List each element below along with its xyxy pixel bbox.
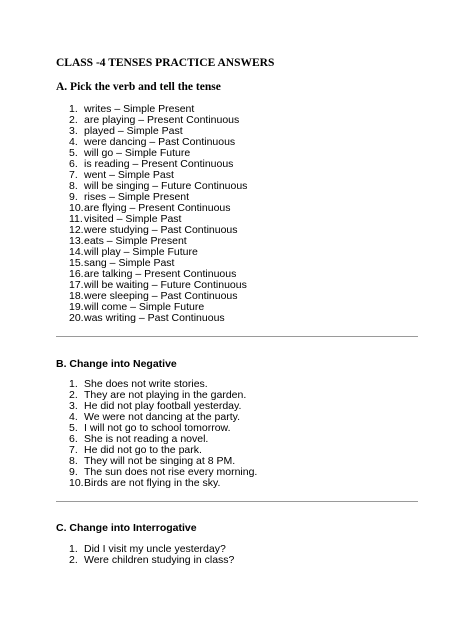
list-item-text: Did I visit my uncle yesterday?	[84, 543, 226, 555]
list-item-number: 18.	[69, 290, 84, 302]
list-item-number: 7.	[69, 444, 78, 456]
list-item-number: 4.	[69, 411, 78, 423]
list-item-text: He did not go to the park.	[84, 444, 202, 456]
section-a-heading: A. Pick the verb and tell the tense	[56, 81, 221, 93]
list-item-number: 1.	[69, 543, 78, 555]
list-item-text: will be singing – Future Continuous	[84, 180, 248, 192]
list-item-number: 6.	[69, 433, 78, 445]
document-title: CLASS -4 TENSES PRACTICE ANSWERS	[56, 57, 275, 69]
list-item-text: are playing – Present Continuous	[84, 114, 240, 126]
list-item-number: 4.	[69, 136, 78, 148]
section-b-heading: B. Change into Negative	[56, 358, 177, 370]
list-item-text: were studying – Past Continuous	[84, 224, 238, 236]
list-item-number: 2.	[69, 114, 78, 126]
section-divider	[56, 501, 418, 502]
list-item-number: 1.	[69, 103, 78, 115]
list-item-text: will be waiting – Future Continuous	[84, 279, 247, 291]
list-item-text: She does not write stories.	[84, 378, 208, 390]
list-item-text: visited – Simple Past	[84, 213, 182, 225]
list-item-text: He did not play football yesterday.	[84, 400, 242, 412]
list-item-number: 7.	[69, 169, 78, 181]
list-item-text: went – Simple Past	[84, 169, 174, 181]
list-item-text: are talking – Present Continuous	[84, 268, 237, 280]
list-item-text: eats – Simple Present	[84, 235, 187, 247]
list-item-number: 3.	[69, 125, 78, 137]
list-item-text: rises – Simple Present	[84, 191, 190, 203]
list-item-text: will play – Simple Future	[84, 246, 198, 258]
list-item-number: 12.	[69, 224, 84, 236]
list-item-text: is reading – Present Continuous	[84, 158, 234, 170]
list-item-number: 9.	[69, 466, 78, 478]
list-item-number: 11.	[69, 213, 83, 225]
list-item-text: played – Simple Past	[84, 125, 183, 137]
list-item-text: are flying – Present Continuous	[84, 202, 231, 214]
list-item-text: were sleeping – Past Continuous	[84, 290, 238, 302]
list-item-number: 9.	[69, 191, 78, 203]
list-item-number: 16.	[69, 268, 84, 280]
list-item-text: She is not reading a novel.	[84, 433, 209, 445]
list-item-text: was writing – Past Continuous	[84, 312, 225, 324]
list-item-text: writes – Simple Present	[84, 103, 195, 115]
list-item-number: 1.	[69, 378, 78, 390]
list-item-number: 19.	[69, 301, 84, 313]
list-item-text: I will not go to school tomorrow.	[84, 422, 231, 434]
section-divider	[56, 336, 418, 337]
list-item-number: 10.	[69, 477, 84, 489]
list-item-number: 2.	[69, 554, 78, 566]
list-item-text: They will not be singing at 8 PM.	[84, 455, 236, 467]
list-item-number: 10.	[69, 202, 84, 214]
list-item-text: will come – Simple Future	[84, 301, 205, 313]
list-item-number: 14.	[69, 246, 84, 258]
list-item-text: Were children studying in class?	[84, 554, 235, 566]
list-item-number: 5.	[69, 147, 78, 159]
list-item-number: 8.	[69, 180, 78, 192]
list-item-text: sang – Simple Past	[84, 257, 175, 269]
list-item-number: 2.	[69, 389, 78, 401]
list-item-number: 13.	[69, 235, 84, 247]
list-item-text: They are not playing in the garden.	[84, 389, 247, 401]
list-item-text: We were not dancing at the party.	[84, 411, 241, 423]
section-c-heading: C. Change into Interrogative	[56, 522, 197, 534]
list-item-number: 3.	[69, 400, 78, 412]
list-item-number: 17.	[69, 279, 84, 291]
list-item-number: 5.	[69, 422, 78, 434]
list-item-text: will go – Simple Future	[84, 147, 191, 159]
list-item-number: 20.	[69, 312, 84, 324]
list-item-text: Birds are not flying in the sky.	[84, 477, 221, 489]
list-item-text: were dancing – Past Continuous	[84, 136, 236, 148]
list-item-number: 6.	[69, 158, 78, 170]
list-item-number: 8.	[69, 455, 78, 467]
list-item-text: The sun does not rise every morning.	[84, 466, 258, 478]
list-item-number: 15.	[69, 257, 84, 269]
